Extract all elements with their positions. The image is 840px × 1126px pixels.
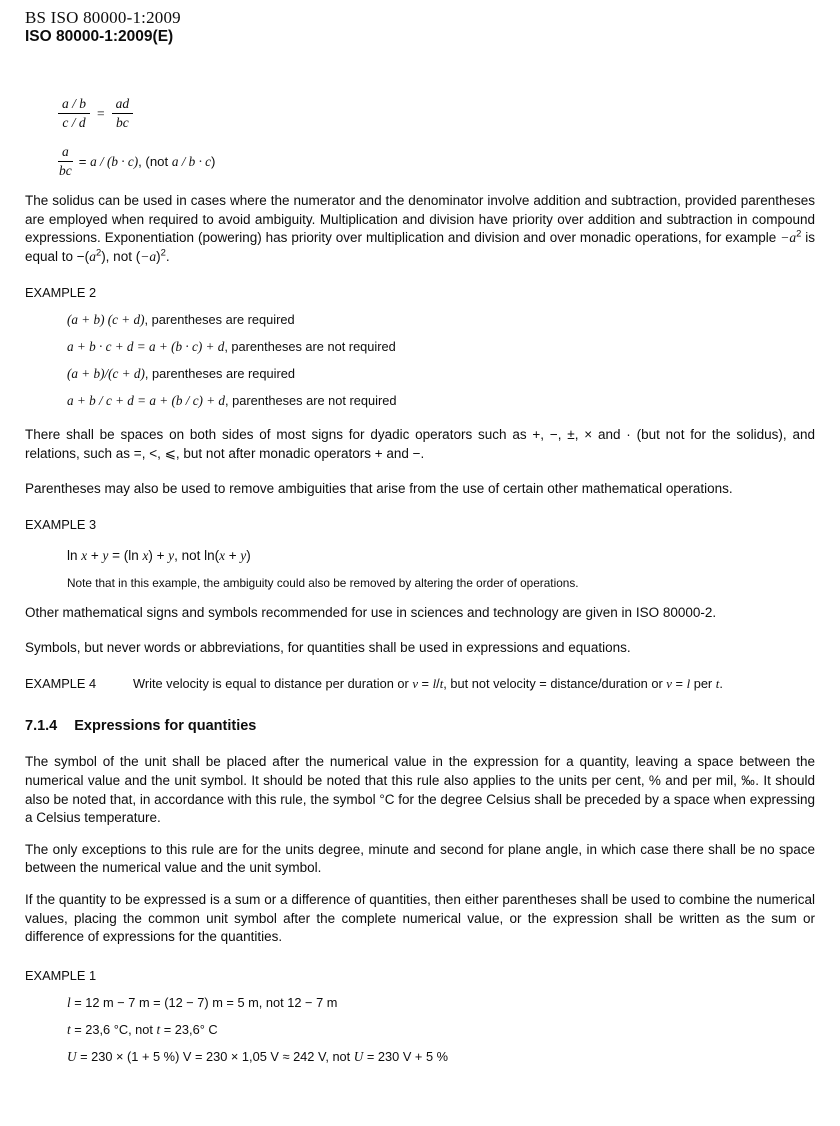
header-document-id: ISO 80000-1:2009(E) [25, 28, 174, 45]
example-item: (a + b)/(c + d), parentheses are required [67, 366, 295, 382]
fraction-denominator: bc [59, 163, 72, 178]
page-header [25, 8, 815, 46]
fraction-numerator: ad [112, 96, 134, 114]
example-2-block [25, 284, 815, 410]
example-label: EXAMPLE 4 [25, 676, 97, 692]
example-item: t = 23,6 °C, not t = 23,6° C [67, 1021, 218, 1037]
paragraph-unit-symbol-rule: The symbol of the unit shall be placed after the numerical value in the expression for a quantity, leaving a space between the numerical value and the unit symbol. It should be noted that this rule also applies to the units per cent, % and per mil, ‰. It should also be noted that, in accordance with this rule, the symbol °C for the degree Celsius shall be preceded by a space when expressing a Celsius temperature. [25, 754, 815, 826]
section-number: 7.1.4 [25, 718, 58, 735]
paragraph-parentheses-ambiguities: Parentheses may also be used to remove ambiguities that arise from the use of certain other mathematical operations. [25, 480, 733, 496]
example-3-block [25, 516, 815, 591]
example-formula: ln x + y = (ln x) + y, not ln(x + y) [67, 548, 251, 564]
example-item: l = 12 m − 7 m = (12 − 7) m = 5 m, not 12 − 7 m [67, 994, 338, 1010]
paragraph-dyadic-operators: There shall be spaces on both sides of most signs for dyadic operators such as +, −, ±, × and · (but not for the solidus), and relations, such as =, <, ⩽, but not after monadic operators + and −. [25, 427, 815, 461]
fraction-denominator: bc [116, 115, 129, 130]
fraction-denominator: c / d [62, 115, 86, 130]
fraction-numerator: a [58, 144, 73, 162]
example-item: a + b · c + d = a + (b · c) + d, parentheses are not required [67, 339, 396, 355]
example-note: Note that in this example, the ambiguity could also be removed by altering the order of operations. [67, 576, 579, 591]
fraction-left [58, 144, 73, 179]
example-label: EXAMPLE 2 [25, 285, 97, 301]
equation-right-side: = a / (b · c), (not a / b · c) [78, 153, 216, 169]
paragraph-other-signs: Other mathematical signs and symbols recommended for use in sciences and technology are given in ISO 80000-2. [25, 605, 717, 621]
equals-sign: = [97, 105, 105, 121]
fraction-numerator: a / b [58, 96, 90, 114]
example-4-block [25, 675, 815, 693]
example-item: a + b / c + d = a + (b / c) + d, parentheses are not required [67, 393, 397, 409]
fraction-left [58, 96, 90, 131]
example-1-block [25, 967, 815, 1066]
example-content: Write velocity is equal to distance per duration or v = l/t, but not velocity = distance/duration or v = l per t. [133, 676, 723, 692]
paragraph-sum-difference: If the quantity to be expressed is a sum or a difference of quantities, then either parentheses shall be used to combine the numerical values, placing the common unit symbol after the complete numerical value, or the expression shall be written as the sum or difference of expressions for the quantities. [25, 891, 815, 945]
example-label: EXAMPLE 1 [25, 967, 97, 983]
paragraph-exceptions: The only exceptions to this rule are for the units degree, minute and second for plane angle, in which case there shall be no space between the numerical value and the unit symbol. [25, 841, 815, 876]
section-title: Expressions for quantities [74, 718, 257, 735]
equation-solidus-rule [58, 144, 815, 179]
equation-fraction-identity [58, 96, 815, 131]
fraction-right [112, 96, 134, 131]
section-heading-714 [25, 717, 815, 735]
example-item: (a + b) (c + d), parentheses are required [67, 312, 295, 328]
paragraph-symbols-not-words: Symbols, but never words or abbreviations, for quantities shall be used in expressions and equations. [25, 639, 631, 655]
example-label: EXAMPLE 3 [25, 517, 97, 533]
header-standard-ref: BS ISO 80000-1:2009 [25, 8, 181, 27]
example-item: U = 230 × (1 + 5 %) V = 230 × 1,05 V ≈ 242 V, not U = 230 V + 5 % [67, 1048, 448, 1064]
paragraph-solidus-rule: The solidus can be used in cases where the numerator and the denominator involve addition and subtraction, provided parentheses are employed when required to avoid ambiguity. Multiplication and division have priority over addition and subtraction in compound expressions. Exponentiation (powering) has priority over multiplication and division and over monadic operations, for example $-a^2$ is equal to $-(a^2)$, not $(-a)^2$. [25, 193, 815, 264]
